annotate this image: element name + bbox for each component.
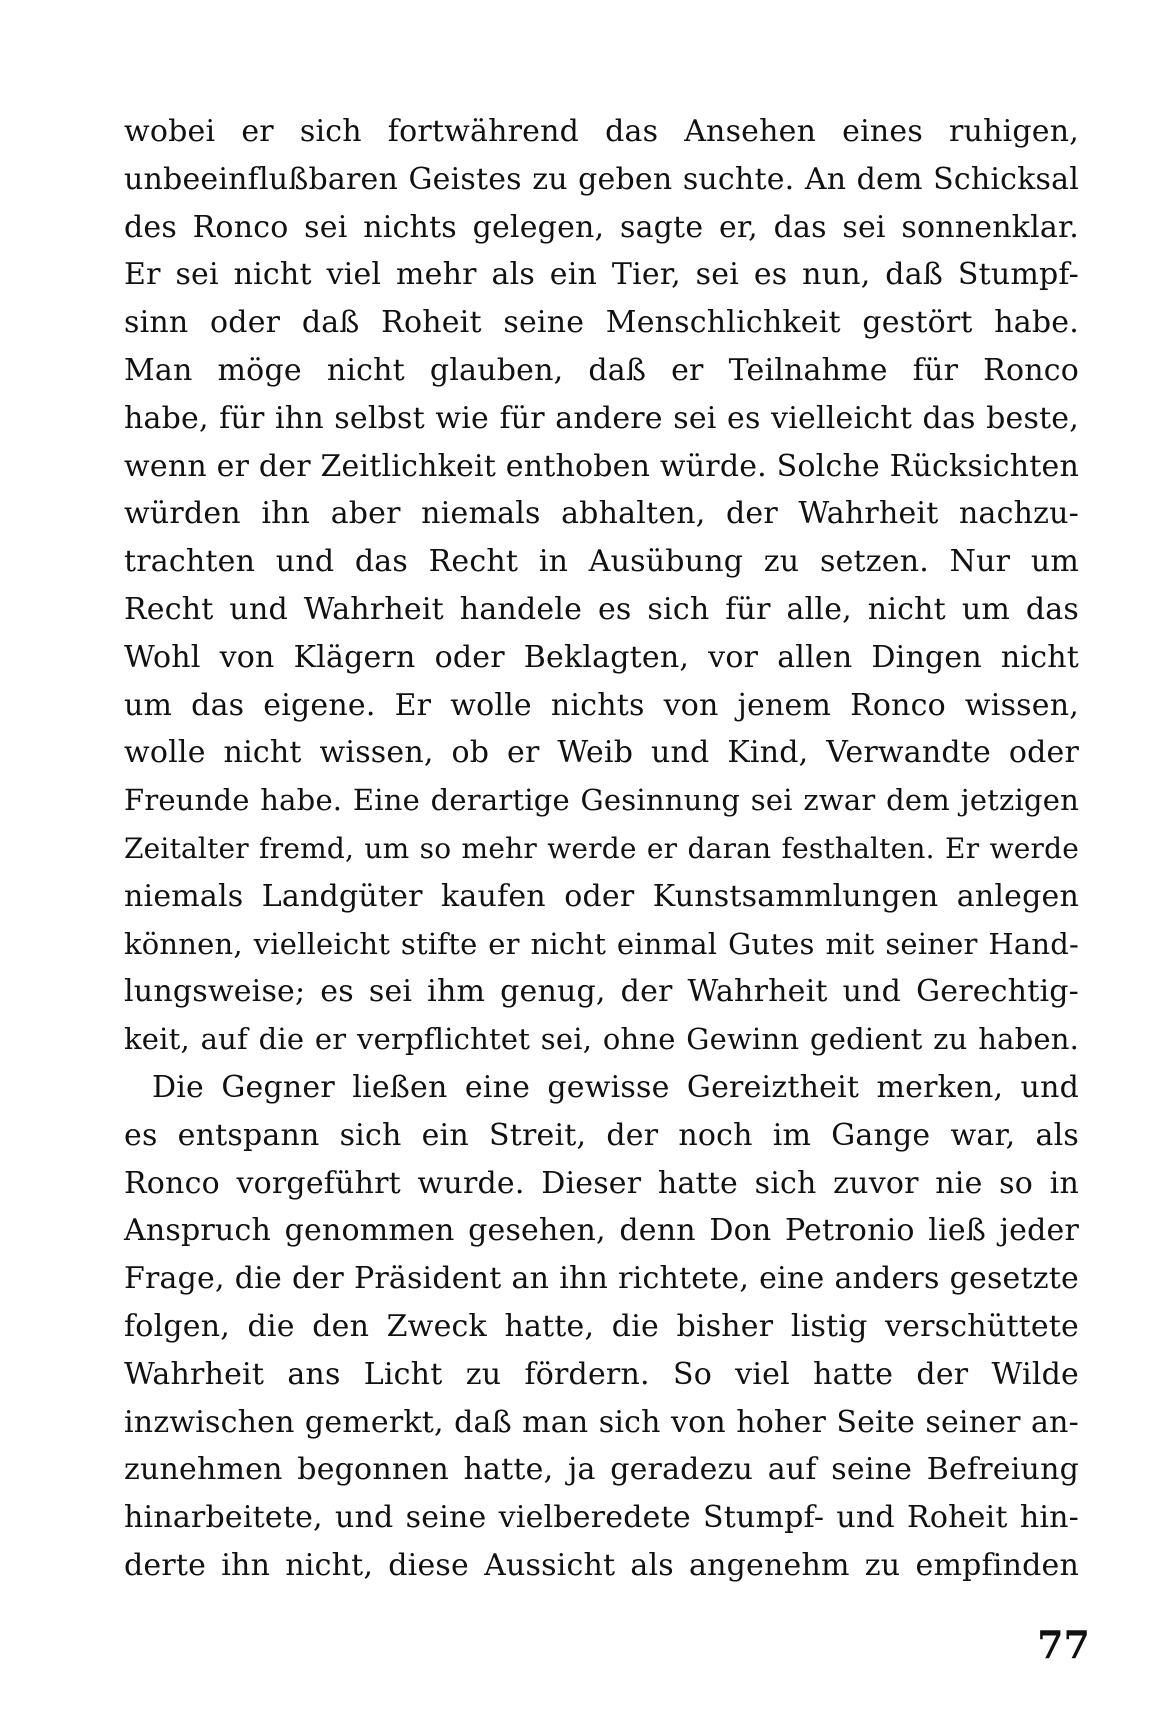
text-line: inzwischen gemerkt, daß man sich von hoher Seite seiner an- <box>124 1404 1079 1440</box>
text-line: Er sei nicht viel mehr als ein Tier, sei es nun, daß Stumpf- <box>124 257 1079 293</box>
text-line: niemals Landgüter kaufen oder Kunstsammlungen anlegen <box>124 878 1079 914</box>
text-line: Recht und Wahrheit handele es sich für alle, nicht um das <box>124 591 1079 627</box>
text-line: wenn er der Zeitlichkeit enthoben würde. Solche Rücksichten <box>124 448 1080 484</box>
text-line: lungsweise; es sei ihm genug, der Wahrheit und Gerechtig- <box>124 974 1079 1010</box>
text-line: Frage, die der Präsident an ihn richtete, eine anders gesetzte <box>124 1261 1079 1297</box>
text-line: Anspruch genommen gesehen, denn Don Petronio ließ jeder <box>124 1213 1079 1249</box>
text-line: würden ihn aber niemals abhalten, der Wahrheit nachzu- <box>124 496 1079 532</box>
text-line: wolle nicht wissen, ob er Weib und Kind, Verwandte oder <box>124 735 1079 771</box>
text-line: Freunde habe. Eine derartige Gesinnung sei zwar dem jetzigen <box>124 783 1079 818</box>
text-line: es entspann sich ein Streit, der noch im Gange war, als <box>124 1117 1079 1153</box>
text-line: folgen, die den Zweck hatte, die bisher listig verschüttete <box>124 1308 1079 1344</box>
text-line: trachten und das Recht in Ausübung zu setzen. Nur um <box>124 544 1079 580</box>
text-line: können, vielleicht stifte er nicht einmal Gutes mit seiner Hand- <box>124 926 1079 961</box>
text-line-paragraph-start: Die Gegner ließen eine gewisse Gereiztheit merken, und <box>152 1069 1079 1105</box>
page-number: 77 <box>1037 1622 1090 1667</box>
text-line: Wahrheit ans Licht zu fördern. So viel hatte der Wilde <box>124 1356 1079 1392</box>
text-line: keit, auf die er verpflichtet sei, ohne Gewinn gedient zu haben. <box>124 1022 1079 1057</box>
text-line: zunehmen begonnen hatte, ja geradezu auf seine Befreiung <box>124 1452 1079 1488</box>
text-line: Ronco vorgeführt wurde. Dieser hatte sich zuvor nie so in <box>124 1165 1079 1201</box>
text-line: sinn oder daß Roheit seine Menschlichkeit gestört habe. <box>124 305 1079 341</box>
text-line: habe, für ihn selbst wie für andere sei es vielleicht das beste, <box>124 400 1079 436</box>
text-line: hinarbeitete, und seine vielberedete Stumpf- und Roheit hin- <box>124 1500 1079 1536</box>
text-line: Wohl von Klägern oder Beklagten, vor allen Dingen nicht <box>124 639 1079 675</box>
text-line: unbeeinflußbaren Geistes zu geben suchte. An dem Schicksal <box>124 161 1079 197</box>
body-text <box>124 108 1079 1590</box>
text-line: derte ihn nicht, diese Aussicht als angenehm zu empfinden <box>124 1547 1079 1583</box>
text-line: wobei er sich fortwährend das Ansehen eines ruhigen, <box>124 114 1079 149</box>
text-line: des Ronco sei nichts gelegen, sagte er, das sei sonnenklar. <box>124 209 1079 245</box>
text-line: um das eigene. Er wolle nichts von jenem Ronco wissen, <box>124 687 1079 723</box>
text-line: Zeitalter fremd, um so mehr werde er daran festhalten. Er werde <box>124 831 1079 865</box>
text-line: Man möge nicht glauben, daß er Teilnahme für Ronco <box>124 352 1079 388</box>
